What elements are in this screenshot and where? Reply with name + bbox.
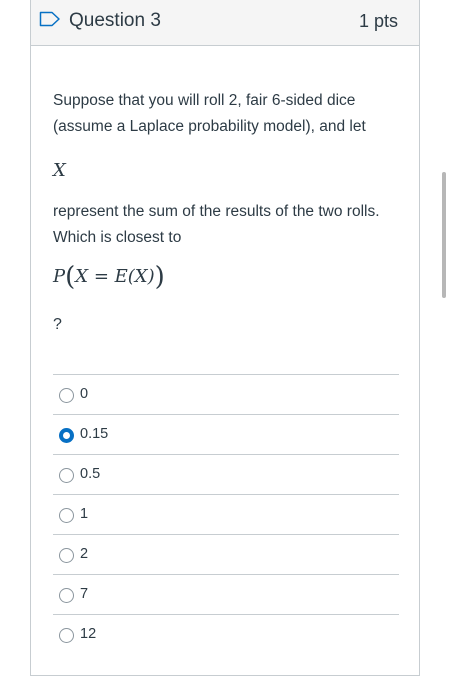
- math-expression: [53, 262, 165, 292]
- prompt-text-1: Suppose that you will roll 2, fair 6-sided dice (assume a Laplace probability model), and let: [53, 92, 366, 135]
- radio-button[interactable]: [59, 548, 74, 563]
- answer-label[interactable]: 1: [80, 506, 89, 522]
- radio-button[interactable]: [59, 588, 74, 603]
- radio-button[interactable]: [59, 468, 74, 483]
- radio-button[interactable]: [59, 508, 74, 523]
- answer-option[interactable]: [53, 614, 399, 654]
- math-p: P: [53, 266, 66, 287]
- answer-option[interactable]: [53, 374, 399, 414]
- prompt-end: ?: [53, 316, 62, 333]
- answer-label[interactable]: 12: [80, 626, 97, 642]
- answer-label[interactable]: 2: [80, 546, 89, 562]
- flag-icon[interactable]: [39, 11, 61, 27]
- math-inner: (X): [127, 266, 155, 287]
- math-e: E: [114, 266, 128, 287]
- answer-label[interactable]: 0.15: [80, 426, 109, 442]
- math-close-paren: ): [154, 262, 165, 292]
- math-equals: =: [88, 266, 115, 287]
- answer-option[interactable]: [53, 414, 399, 454]
- radio-button-selected[interactable]: [59, 428, 74, 443]
- radio-button[interactable]: [59, 628, 74, 643]
- question-title: Question 3: [69, 10, 161, 31]
- answer-label[interactable]: 0.5: [80, 466, 101, 482]
- answer-option[interactable]: [53, 574, 399, 614]
- prompt-text-2: represent the sum of the results of the two rolls. Which is closest to: [53, 203, 380, 246]
- scrollbar[interactable]: [442, 172, 446, 298]
- answer-label[interactable]: 7: [80, 586, 89, 602]
- math-x: X: [75, 266, 89, 287]
- radio-button[interactable]: [59, 388, 74, 403]
- math-open-paren: (: [65, 262, 76, 292]
- answer-label[interactable]: 0: [80, 386, 89, 402]
- answer-option[interactable]: [53, 494, 399, 534]
- answer-option[interactable]: [53, 534, 399, 574]
- question-header: [31, 0, 419, 46]
- question-points: 1 pts: [358, 11, 398, 31]
- answer-option[interactable]: [53, 454, 399, 494]
- math-variable: X: [53, 160, 66, 181]
- question-card: [30, 0, 420, 676]
